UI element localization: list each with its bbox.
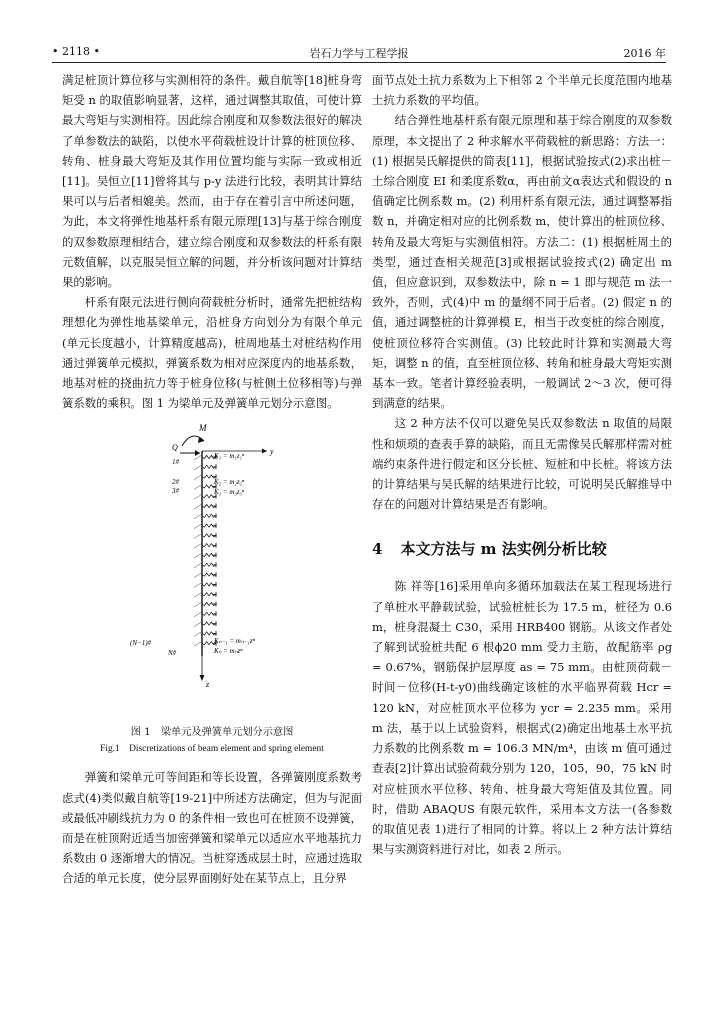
label-z: z (206, 680, 210, 690)
hatch-line (194, 583, 202, 588)
spring-icon (202, 632, 216, 635)
label-Q: Q (172, 443, 178, 453)
node-n-label: N# (168, 649, 177, 658)
node-3-label: 3# (172, 487, 179, 496)
hatch-line (194, 593, 202, 598)
hatch-line (194, 504, 202, 509)
spring-icon (202, 524, 216, 527)
spring-icon (202, 554, 216, 557)
spring-icon (202, 603, 216, 606)
left-column (62, 70, 362, 889)
left-paragraph-1: 满足桩顶计算位移与实测相符的条件。戴自航等[18]桩身弯矩受 n 的取值影响显著，这样，通过调整其取值，可使计算最大弯矩与实测相符。因此综合刚度和双参数法很好的解决了单参数法的缺陷，以使水平荷载桩设计计算的桩顶位移、转角、桩身最大弯矩及其作用位置均能与实际一致或相近[11]。吴恒立[11]曾将其与 p-y 法进行比较，表明其计算结果可以与后者相媲美。然而，由于存在着引言中所述问题，为此，本文将弹性地基杆系有限元原理[13]与基于综合刚度的双参数原理相结合，建立综合刚度和双参数法的杆系有限元数值解，以克服吴恒立解的问题，并分析该问题对计算结果的影响。 (62, 73, 362, 290)
hatch-line (194, 495, 202, 500)
k3-label: K₃ = m₃z₃ⁿ (214, 488, 245, 497)
spring-icon (202, 593, 216, 596)
spring-icon (202, 583, 216, 586)
spring-icon (202, 564, 216, 567)
figure-caption-cn: 图 1 梁单元及弹簧单元划分示意图 (130, 727, 294, 739)
spring-icon (202, 505, 216, 508)
soil-hatch (194, 455, 202, 646)
hatch-line (194, 544, 202, 549)
page-number: • 2118 • (52, 45, 100, 58)
spring-icon (202, 534, 216, 537)
node-1-label: 1# (172, 458, 179, 467)
hatch-line (194, 612, 202, 617)
beam-spring-diagram (62, 421, 362, 721)
load-arrowhead-icon (195, 450, 200, 456)
kN1-label: Kₙ₋₁ = mₙ₋₁zⁿ (214, 637, 255, 646)
kN-label: Kₙ = mₙzⁿ (214, 647, 243, 656)
k2-label: K₂ = m₂z₂ⁿ (214, 478, 245, 487)
right-paragraph-1: 面节点处土抗力系数为上下相邻 2 个半单元长度范围内地基土抗力系数的平均值。 (372, 73, 672, 108)
left-paragraph-3: 弹簧和梁单元可等间距和等长设置，各弹簧刚度系数考虑式(4)类似戴自航等[19-21]中所述方法确定，但为与泥面或最低冲刷线抗力为 0 的条件相一致也可在桩顶不设弹簧，而是在桩顶附近适当加密弹簧和梁单元以适应水平地基抗力系数由 0 逐渐增大的情况。当桩穿透成层土时，应通过选取合适的单元长度，使分层界面刚好处在某节点上，且分界 (62, 770, 362, 886)
hatch-line (194, 622, 202, 627)
label-y: y (270, 447, 274, 457)
hatch-line (194, 485, 202, 490)
hatch-line (194, 632, 202, 637)
right-paragraph-3: 这 2 种方法不仅可以避免吴氏双参数法 n 取值的局限性和烦琐的查表手算的缺陷，而且无需像吴氏解那样需对桩端约束条件进行假定和区分长桩、短桩和中长桩。将该方法的计算结果与吴氏解的结果进行比较，可说明吴氏解推导中存在的问题对计算结果是否有影响。 (372, 416, 672, 512)
figure-caption-en: Fig.1 Discretizations of beam element and spring element (100, 744, 324, 755)
label-M: M (199, 423, 207, 434)
node-n1-label: (N−1)# (130, 639, 152, 648)
section-heading (372, 538, 672, 560)
page-header (52, 42, 666, 63)
left-paragraph-2: 杆系有限元法进行侧向荷载桩分析时，通常先把桩结构理想化为弹性地基梁单元，沿桩身方向划分为有限个单元(单元长度越小，计算精度越高)，桩周地基土对桩结构作用通过弹簧单元模拟，弹簧系数为相对应深度内的地基系数，地基对桩的挠曲抗力等于桩身位移(与桩侧土位移相等)与弹簧系数的乘积。图 1 为梁单元及弹簧单元划分示意图。 (62, 295, 362, 411)
right-column (372, 70, 672, 859)
hatch-line (194, 475, 202, 480)
node-2-label: 2# (172, 478, 179, 487)
hatch-line (194, 524, 202, 529)
hatch-line (194, 553, 202, 558)
spring-icon (202, 622, 216, 625)
section-title: 本文方法与 m 法实例分析比较 (400, 540, 607, 559)
hatch-line (194, 514, 202, 519)
spring-icon (202, 466, 216, 469)
hatch-line (194, 602, 202, 607)
hatch-line (194, 563, 202, 568)
right-paragraph-4: 陈 祥等[16]采用单向多循环加载法在某工程现场进行了单桩水平静载试验，试验桩桩长为 17.5 m，桩径为 0.6 m，桩身混凝土 C30，采用 HRB400 钢筋。从该文作者处了解到试验桩共配 6 根ϕ20 mm 受力主筋，故配筋率 ρg = 0.67%，钢筋保护层厚度 as = 75 mm。由桩顶荷载－时间－位移(H-t-y0)曲线确定该桩的水平临界荷载 Hcr = 120 kN，对应桩顶水平位移为 ycr = 2.235 mm。采用 m 法，基于以上试验资料，根据式(2)确定出地基土水平抗力系数的比例系数 m = 106.3 MN/m⁴，由该 m 值可通过查表[2]计算出试验荷载分别为 120，105，90，75 kN 时对应桩顶水平位移、转角、桩身最大弯矩值及其位置。同时，借助 ABAQUS 有限元软件，采用本文方法一(各参数的取值见表 1)进行了相同的计算。将以上 2 种方法计算结果与实测资料进行对比，如表 2 所示。 (372, 579, 672, 857)
figure-1 (62, 421, 362, 763)
journal-title: 岩石力学与工程学报 (309, 47, 409, 60)
spring-icon (202, 573, 216, 576)
hatch-line (194, 465, 202, 470)
hatch-line (194, 642, 202, 647)
y-axis-arrow-icon (262, 449, 267, 454)
spring-icon (202, 544, 216, 547)
spring-icon (202, 515, 216, 518)
spring-icon (202, 613, 216, 616)
publication-year: 2016 年 (623, 47, 666, 60)
k1-label: K₁ = m₁z₁ⁿ (214, 452, 245, 461)
hatch-line (194, 534, 202, 539)
hatch-line (194, 573, 202, 578)
z-axis-arrow-icon (200, 675, 205, 681)
right-paragraph-2: 结合弹性地基杆系有限元原理和基于综合刚度的双参数原理，本文提出了 2 种求解水平荷载桩的新思路：方法一：(1) 根据吴氏解提供的简表[11]，根据试验按式(2)求出桩－土综合刚度 EI 和柔度系数α，再由前文α表达式和假设的 n 值确定比例系数 m。(2) 利用杆系有限元法，通过调整幂指数 n，并确定相对应的比例系数 m，使计算出的桩顶位移、转角及最大弯矩与实测值相符。方法二：(1) 根据桩周土的类型，通过查相关规范[3]或根据试验按式(2) 确定出 m 值，但应意识到，双参数法中，除 n = 1 即与规范 m 法一致外，否则，式(4)中 m 的量纲不同于后者。(2) 假定 n 的值，通过调整桩的计算弹模 E，相当于改变桩的综合刚度，使桩顶位移符合实测值。(3) 比较此时计算和实测最大弯矩，调整 n 的值，直至桩顶位移、转角和桩身最大弯矩实测基本一致。笔者计算经验表明，一般调试 2～3 次，便可得到满意的结果。 (372, 113, 672, 411)
section-number: 4 (372, 540, 383, 559)
